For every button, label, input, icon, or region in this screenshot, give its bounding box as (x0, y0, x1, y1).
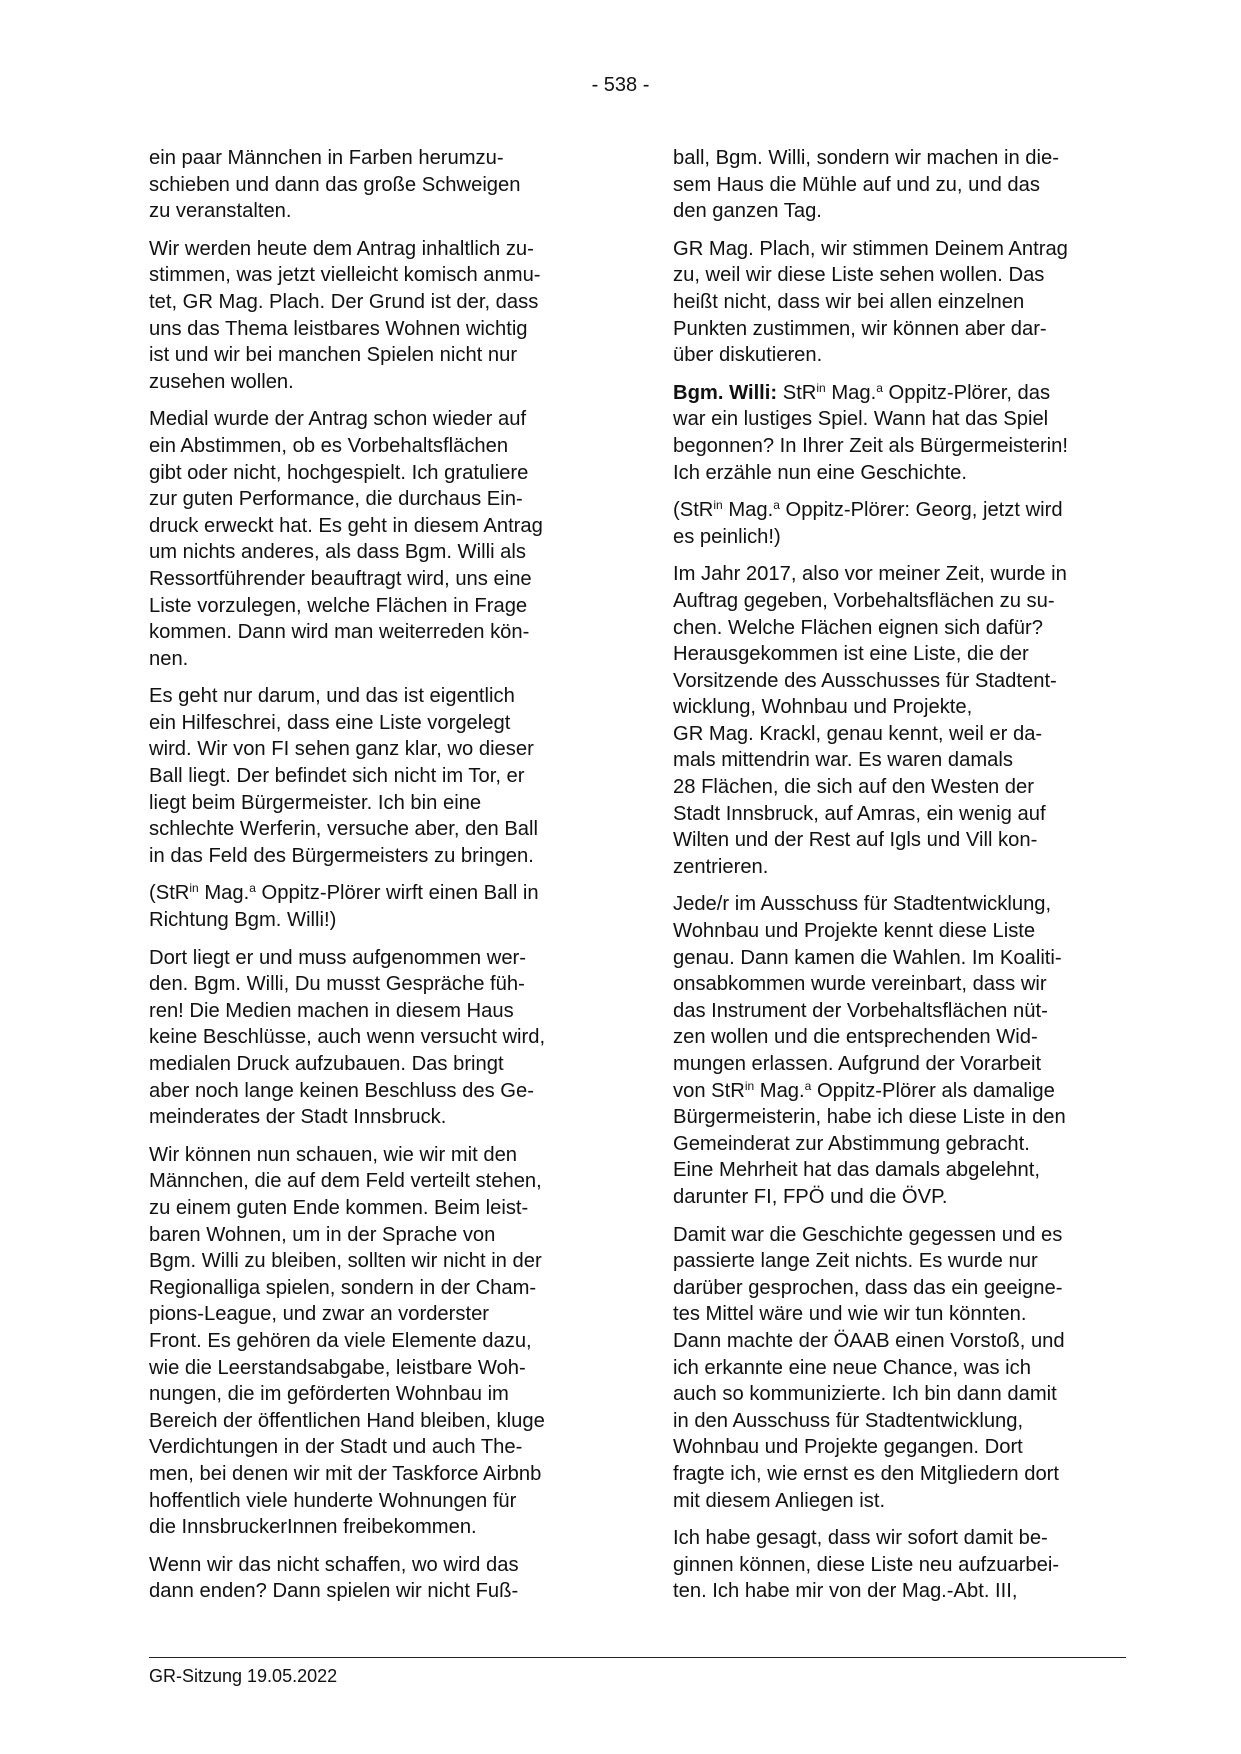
interjection (673, 497, 1128, 550)
text-span: Mag. (825, 381, 877, 404)
paragraph: Wenn wir das nicht schaffen, wo wird das dann enden? Dann spielen wir nicht Fuß- (149, 1553, 519, 1603)
text-span: Oppitz-Plörer als damalige Bürgermeisterin, habe ich diese Liste in den Gemeinderat zur Abstimmung gebracht. Eine Mehrheit hat das damals abgelehnt, darunter FI, FPÖ und die ÖVP. (673, 1079, 1066, 1208)
superscript: a (876, 380, 883, 395)
text-span: Mag. (722, 499, 774, 522)
left-column (149, 145, 604, 1616)
paragraph: Es geht nur darum, und das ist eigentlich ein Hilfeschrei, dass eine Liste vorgelegt wird. Wir von FI sehen ganz klar, wo dieser Ball liegt. Der befindet sich nicht im Tor, er liegt beim Bürgermeister. Ich bin eine schlechte Werferin, versuche aber, den Ball in das Feld des Bürgermeisters zu bringen. (149, 685, 539, 867)
superscript: a (804, 1078, 812, 1093)
superscript: a (773, 498, 780, 513)
paragraph: GR Mag. Plach, wir stimmen Deinem Antrag zu, weil wir diese Liste sehen wollen. Das heißt nicht, dass wir bei allen einzelnen Punkten zustimmen, wir können aber dar- über diskutieren. (673, 237, 1068, 367)
text-span: Mag. (198, 882, 250, 905)
page-number: - 538 - (591, 74, 650, 96)
paragraph (673, 891, 1128, 1210)
speaker-name: Bgm. Willi: (673, 381, 778, 404)
text-span: (StR (149, 882, 190, 905)
paragraph: ball, Bgm. Willi, sondern wir machen in die- sem Haus die Mühle auf und zu, und das den ganzen Tag. (673, 147, 1059, 223)
paragraph: ein paar Männchen in Farben herumzu- schieben und dann das große Schweigen zu veranstalten. (149, 147, 521, 223)
paragraph: Damit war die Geschichte gegessen und es passierte lange Zeit nichts. Es wurde nur darüber gesprochen, dass das ein geeigne- tes Mittel wäre und wie wir tun könnten. Dann machte der ÖAAB einen Vorstoß, und ich erkannte eine neue Chance, was ich auch so kommunizierte. Ich bin dann damit in den Ausschuss für Stadtentwicklung, Wohnbau und Projekte gegangen. Dort fragte ich, wie ernst es den Mitgliedern dort mit diesem Anliegen ist. (673, 1223, 1065, 1512)
text-span: Oppitz-Plörer wirft einen Ball in Richtung Bgm. Willi!) (149, 882, 539, 932)
paragraph: Wir werden heute dem Antrag inhaltlich zu- stimmen, was jetzt vielleicht komisch anmu- tet, GR Mag. Plach. Der Grund ist der, dass uns das Thema leistbares Wohnen wichtig ist und wir bei manchen Spielen nicht nur zusehen wollen. (149, 237, 541, 393)
superscript: in (713, 498, 723, 513)
superscript: a (249, 881, 256, 896)
right-column (673, 145, 1128, 1616)
text-span: Jede/r im Ausschuss für Stadtentwicklung, Wohnbau und Projekte kennt diese Liste genau. Dann kamen die Wahlen. Im Koaliti- onsabkommen wurde vereinbart, dass wir das Instrument der Vorbehaltsflächen nüt- zen wollen und die entsprechenden Wid- mungen erlassen. Aufgrund der Vorarbeit von StR (673, 893, 1062, 1102)
paragraph: Wir können nun schauen, wie wir mit den Männchen, die auf dem Feld verteilt stehen, zu einem guten Ende kommen. Beim leist- baren Wohnen, um in der Sprache von Bgm. Willi zu bleiben, sollten wir nicht in der Regionalliga spielen, sondern in der Cham- pions-League, und zwar an vorderster Front. Es gehören da viele Elemente dazu, wie die Leerstandsabgabe, leistbare Woh- nungen, die im geförderten Wohnbau im Bereich der öffentlichen Hand bleiben, kluge Verdichtungen in der Stadt und auch The- men, bei denen wir mit der Taskforce Airbnb hoffentlich viele hunderte Wohnungen für die InnsbruckerInnen freibekommen. (149, 1143, 545, 1539)
footer-divider (149, 1657, 1126, 1658)
paragraph: Ich habe gesagt, dass wir sofort damit be- ginnen können, diese Liste neu aufzuarbei- ten. Ich habe mir von der Mag.-Abt. III, (673, 1527, 1060, 1603)
superscript: in (744, 1078, 755, 1093)
footer-session-date: GR-Sitzung 19.05.2022 (149, 1666, 338, 1686)
text-span: StR (777, 381, 817, 404)
speech-paragraph (673, 380, 1128, 486)
superscript: in (816, 380, 826, 395)
interjection (149, 880, 604, 933)
text-span: (StR (673, 499, 714, 522)
superscript: in (189, 881, 199, 896)
paragraph: Im Jahr 2017, also vor meiner Zeit, wurde in Auftrag gegeben, Vorbehaltsflächen zu su- chen. Welche Flächen eignen sich dafür? Herausgekommen ist eine Liste, die der Vorsitzende des Ausschusses für Stadtent- wicklung, Wohnbau und Projekte, GR Mag. Krackl, genau kennt, weil er da- mals mittendrin war. Es waren damals 28 Flächen, die sich auf den Westen der Stadt Innsbruck, auf Amras, ein wenig auf Wilten und der Rest auf Igls und Vill kon- zentrieren. (673, 563, 1067, 878)
paragraph: Medial wurde der Antrag schon wieder auf ein Abstimmen, ob es Vorbehaltsflächen gibt oder nicht, hochgespielt. Ich gratuliere zur guten Performance, die durchaus Ein- druck erweckt hat. Es geht in diesem Antrag um nichts anderes, als dass Bgm. Willi als Ressortführender beauftragt wird, uns eine Liste vorzulegen, welche Flächen in Frage kommen. Dann wird man weiterreden kön- nen. (149, 408, 543, 670)
text-span: Oppitz-Plörer: Georg, jetzt wird es peinlich!) (673, 499, 1063, 548)
text-span: Oppitz-Plörer, das war ein lustiges Spiel. Wann hat das Spiel begonnen? In Ihrer Zeit als Bürgermeisterin! Ich erzähle nun eine Geschichte. (673, 381, 1068, 484)
text-span: Mag. (754, 1079, 805, 1102)
paragraph: Dort liegt er und muss aufgenommen wer- den. Bgm. Willi, Du musst Gespräche füh- ren! Die Medien machen in diesem Haus keine Beschlüsse, auch wenn versucht wird, medialen Druck aufzubauen. Das bringt aber noch lange keinen Beschluss des Ge- meinderates der Stadt Innsbruck. (149, 946, 546, 1129)
